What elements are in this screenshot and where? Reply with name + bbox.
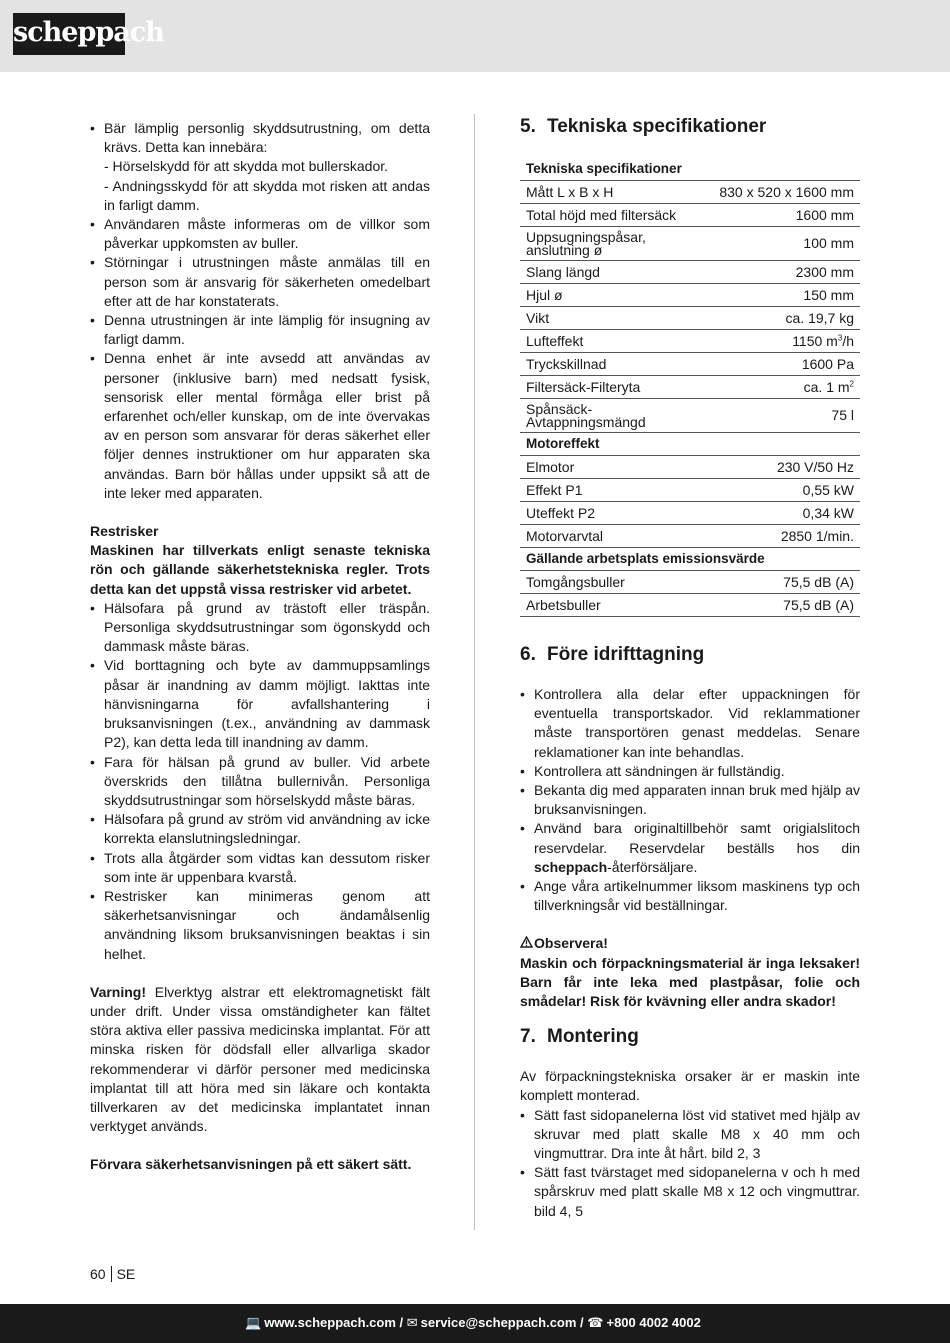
list-item: • Sätt fast sidopanelerna löst vid stativet med hjälp av skruvar med platt skalle M8 x 40 mm och vingmuttrar. Dra inte åt hårt. bild 2, 3 xyxy=(520,1106,860,1164)
spec-value xyxy=(713,284,860,307)
section-number: 7. xyxy=(520,1026,536,1048)
brand-name: scheppach xyxy=(534,858,608,875)
sec7-intro: Av förpackningstekniska orsaker är er maskin inte komplett monterad. xyxy=(520,1068,860,1104)
warning-triangle-icon xyxy=(520,934,534,953)
keep-instructions: Förvara säkerhetsanvisningen på ett säkert sätt. xyxy=(90,1156,412,1173)
spec-value xyxy=(713,456,860,479)
spec-value-text: 1150 m xyxy=(792,333,838,349)
spec-label: Effekt P1 xyxy=(520,479,713,502)
spec-label: Vikt xyxy=(520,307,713,330)
section-title: Före idrifttagning xyxy=(547,644,705,665)
spec-value-text: 2300 mm xyxy=(795,264,854,280)
list-item: • Störningar i utrustningen måste anmälas till en person som är ansvarig för säkerheten omedelbart efter att de har konstaterats. xyxy=(90,253,430,311)
list-item: • Kontrollera att sändningen är fullständig. xyxy=(520,762,860,781)
spec-value xyxy=(713,204,860,227)
section-number: 5. xyxy=(520,116,536,137)
list-item: • Ange våra artikelnummer liksom maskinens typ och tillverkningsår vid beställningar. xyxy=(520,877,860,915)
spec-value-text: ca. 19,7 kg xyxy=(785,310,854,326)
footer-separator: / xyxy=(395,1315,407,1330)
table-row xyxy=(520,479,860,502)
column-divider xyxy=(474,114,475,1230)
warning-text: Elverktyg alstrar ett elektromagnetiskt fält under drift. Under vissa omständigheter kan fältet störa aktiva eller passiva medicinska implantat. För att minska risken för dödsfall eller allvarliga skador rekommenderar vi därför personer med medicinska implantat till att höra med sin läkare och kontakta tillverkaren av det medicinska implantatet innan verktyget används. xyxy=(90,983,430,1135)
spec-value-text: 75,5 dB (A) xyxy=(783,597,854,613)
spec-label: Uteffekt P2 xyxy=(520,502,713,525)
spec-label: Filtersäck-Filteryta xyxy=(520,376,713,399)
section-5-heading xyxy=(520,115,860,139)
observe-heading xyxy=(520,934,860,953)
section-title: Montering xyxy=(547,1026,639,1048)
spec-value xyxy=(713,502,860,525)
spec-value-text: 1600 Pa xyxy=(801,356,854,372)
list-item: • Användaren måste informeras om de villkor som påverkar uppkomsten av buller. xyxy=(90,215,430,253)
right-column xyxy=(520,115,860,1221)
list-item-text: -återförsäljare. xyxy=(607,858,698,875)
spec-value-text: 150 mm xyxy=(803,287,854,303)
table-row xyxy=(520,399,860,433)
safety-bullets xyxy=(90,215,430,503)
section-number: 6. xyxy=(520,644,536,665)
sec6-bullets xyxy=(520,685,860,915)
spec-value-text: 75 l xyxy=(831,407,854,423)
sub-line: - Hörselskydd för att skydda mot bullerskador. xyxy=(104,158,389,175)
spec-value-superscript: 2 xyxy=(849,379,854,389)
list-item xyxy=(520,819,860,877)
spec-label: Tomgångsbuller xyxy=(520,571,713,594)
spec-table-section-header xyxy=(520,433,860,456)
spec-label: Elmotor xyxy=(520,456,713,479)
footer-email-link[interactable]: service@scheppach.com xyxy=(420,1315,577,1330)
spec-value xyxy=(713,330,860,353)
table-row xyxy=(520,227,860,261)
list-item: • Hälsofara på grund av trästoft eller träspån. Personliga skyddsutrustningar som ögonskydd och dammask måste bäras. xyxy=(90,599,430,657)
list-item: • Trots alla åtgärder som vidtas kan dessutom risker som inte är uppenbara kvarstå. xyxy=(90,849,430,887)
spec-value-text: 1600 mm xyxy=(795,207,854,223)
spec-value-text: 0,34 kW xyxy=(802,505,854,521)
spec-value-text: 0,55 kW xyxy=(802,482,854,498)
table-row xyxy=(520,376,860,399)
computer-icon: 💻 xyxy=(245,1315,262,1330)
spec-section-title: Gällande arbetsplats emissionsvärde xyxy=(520,548,860,571)
table-row xyxy=(520,571,860,594)
warning-paragraph xyxy=(90,983,430,1137)
list-item: • Bär lämplig personlig skyddsutrustning, om detta krävs. Detta kan innebära: xyxy=(90,119,430,157)
spec-value-unit: /h xyxy=(842,333,854,349)
spec-label: Slang längd xyxy=(520,261,713,284)
spec-label: Mått L x B x H xyxy=(520,181,713,204)
list-item-text: Använd bara originaltillbehör samt origialslitoch reservdelar. Reservdelar beställs hos din xyxy=(534,820,860,856)
list-item: • Denna utrustningen är inte lämplig för insugning av farligt damm. xyxy=(90,311,430,349)
mail-icon: ✉ xyxy=(406,1315,418,1330)
sec7-bullets xyxy=(520,1106,860,1221)
spec-value xyxy=(713,399,860,433)
table-row xyxy=(520,181,860,204)
spec-label: Lufteffekt xyxy=(520,330,713,353)
spec-value xyxy=(713,307,860,330)
table-row xyxy=(520,594,860,617)
page-number-value: 60 xyxy=(90,1266,106,1282)
spec-value-text: 75,5 dB (A) xyxy=(783,574,854,590)
table-row xyxy=(520,330,860,353)
list-item: • Fara för hälsan på grund av buller. Vid arbete överskrids den tillåtna bullernivån. Personliga skyddsutrustningar som hörselskydd måste bäras. xyxy=(90,753,430,811)
spec-value xyxy=(713,479,860,502)
spec-section-title: Motoreffekt xyxy=(520,433,860,456)
restrisker-intro: Maskinen har tillverkats enligt senaste tekniska rön och gällande säkerhetstekniska regler. Trots detta kan det uppstå vissa restrisker vid arbetet. xyxy=(90,542,430,597)
list-item: • Hälsofara på grund av ström vid användning av icke korrekta elanslutningsledningar. xyxy=(90,810,430,848)
spec-label: Hjul ø xyxy=(520,284,713,307)
section-6-heading xyxy=(520,643,860,667)
safety-bullets-intro xyxy=(90,119,430,157)
table-row xyxy=(520,525,860,548)
left-column xyxy=(90,119,430,1175)
spec-table-section-header xyxy=(520,158,860,181)
spec-value xyxy=(713,571,860,594)
page-footer xyxy=(0,1304,950,1343)
page-header xyxy=(0,0,950,72)
table-row xyxy=(520,353,860,376)
spec-table xyxy=(520,158,860,617)
spec-value xyxy=(713,227,860,261)
list-item: • Bekanta dig med apparaten innan bruk med hjälp av bruksanvisningen. xyxy=(520,781,860,819)
spec-value-text: 830 x 520 x 1600 mm xyxy=(719,184,854,200)
spec-value-text: 2850 1/min. xyxy=(780,528,854,544)
footer-separator: / xyxy=(576,1315,588,1330)
footer-phone[interactable]: +800 4002 4002 xyxy=(606,1315,701,1330)
spec-table-section-header xyxy=(520,548,860,571)
phone-icon: ☎ xyxy=(587,1315,604,1330)
spec-label: Spånsäck-Avtappningsmängd xyxy=(520,399,713,433)
list-item: • Sätt fast tvärstaget med sidopanelerna v och h med spårskruv med platt skalle M8 x 12 och vingmuttrar. bild 4, 5 xyxy=(520,1163,860,1221)
sub-line: - Andningsskydd för att skydda mot risken att andas in farligt damm. xyxy=(104,177,430,213)
spec-value-text: 100 mm xyxy=(803,235,854,251)
spec-label: Uppsugningspåsar, anslutning ø xyxy=(520,227,713,261)
list-item: • Vid borttagning och byte av dammuppsamlings påsar är inandning av damm möjligt. Iakttas inte hänvisningarna för avfallshantering i bruksanvisningen (t.ex., användning av dammask P2), kan detta leda till inandning av damm. xyxy=(90,656,430,752)
table-row xyxy=(520,307,860,330)
spec-label: Tryckskillnad xyxy=(520,353,713,376)
spec-value xyxy=(713,261,860,284)
spec-value xyxy=(713,353,860,376)
observe-text: Maskin och förpackningsmaterial är inga leksaker! Barn får inte leka med plastpåsar, folie och smådelar! Risk för kvävning eller andra skador! xyxy=(520,954,860,1010)
spec-value xyxy=(713,525,860,548)
section-7-heading xyxy=(520,1025,860,1049)
scheppach-logo: scheppach xyxy=(13,13,125,55)
section-title: Tekniska specifikationer xyxy=(547,116,767,137)
warning-label: Varning! xyxy=(90,983,147,1000)
table-row xyxy=(520,284,860,307)
restrisker-title: Restrisker xyxy=(90,523,159,540)
spec-label: Motorvarvtal xyxy=(520,525,713,548)
spec-label: Arbetsbuller xyxy=(520,594,713,617)
spec-value xyxy=(713,181,860,204)
spec-section-title: Tekniska specifikationer xyxy=(520,158,860,181)
list-item: • Restrisker kan minimeras genom att säkerhetsanvisningar och ändamålsenlig användning liksom bruksanvisningen beaktas i sin helhet. xyxy=(90,887,430,964)
spec-value xyxy=(713,376,860,399)
spec-value-text: ca. 1 m xyxy=(803,379,850,395)
table-row xyxy=(520,261,860,284)
page-language: SE xyxy=(116,1266,136,1282)
observe-title: Observera! xyxy=(534,935,608,952)
table-row xyxy=(520,502,860,525)
restrisker-bullets xyxy=(90,599,430,964)
table-row xyxy=(520,204,860,227)
spec-value xyxy=(713,594,860,617)
list-item: • Kontrollera alla delar efter uppackningen för eventuella transportskador. Vid reklammationer måste transportören genast meddelas. Senare reklamationer kan inte behandlas. xyxy=(520,685,860,762)
spec-label: Total höjd med filtersäck xyxy=(520,204,713,227)
table-row xyxy=(520,456,860,479)
page-number xyxy=(90,1266,135,1282)
list-item: • Denna enhet är inte avsedd att användas av personer (inklusive barn) med nedsatt fysisk, sensorisk eller mental förmåga eller brist på erfarenhet och/eller kunskap, om de inte övervakas av en person som ansvarar för deras säkerhet eller följer dennes instruktioner om hur apparaten ska användas. Barn bör hållas under uppsikt så att de inte leker med apparaten. xyxy=(90,349,430,503)
footer-web-link[interactable]: www.scheppach.com xyxy=(264,1315,396,1330)
spec-value-text: 230 V/50 Hz xyxy=(776,459,854,475)
spec-value-superscript: 3 xyxy=(837,333,843,343)
